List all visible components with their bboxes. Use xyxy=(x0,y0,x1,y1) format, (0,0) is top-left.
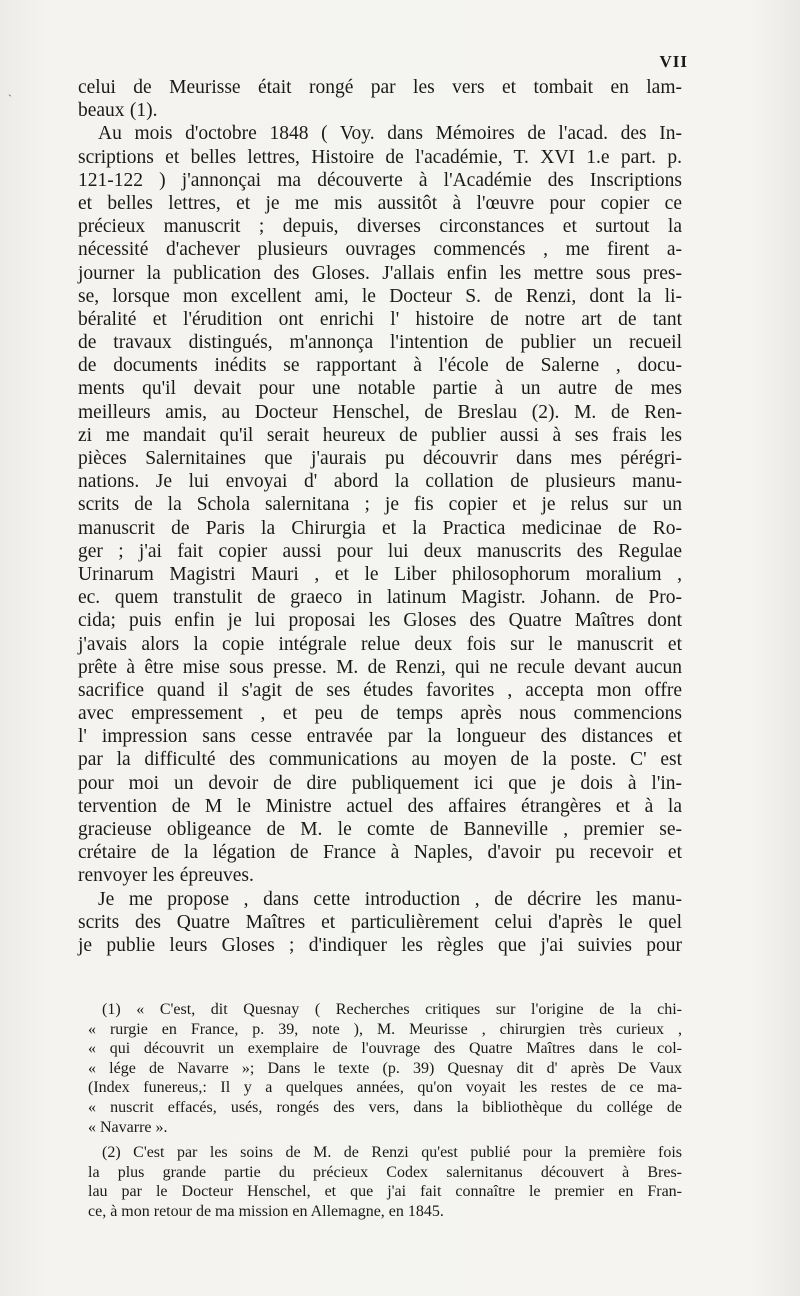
footnote-2 xyxy=(88,1143,682,1221)
text-line: béralité et l'érudition ont enrichi l' histoire de notre art de tant xyxy=(78,308,682,330)
text-line: scrits des Quatre Maîtres et particulièrement celui d'après le quel xyxy=(78,911,682,933)
footnote-line: « qui découvrit un exemplaire de l'ouvrage des Quatre Maîtres dans le col- xyxy=(88,1040,682,1058)
footnote-line: (2) C'est par les soins de M. de Renzi qu'est publié pour la première fois xyxy=(102,1144,682,1162)
text-line: prête à être mise sous presse. M. de Renzi, qui ne recule devant aucun xyxy=(78,656,682,678)
text-line: ec. quem transtulit de graeco in latinum Magistr. Johann. de Pro- xyxy=(78,587,682,609)
text-line: Au mois d'octobre 1848 ( Voy. dans Mémoires de l'acad. des In- xyxy=(98,123,682,145)
text-line: 121-122 ) j'annonçai ma découverte à l'Académie des Inscriptions xyxy=(78,169,682,191)
text-line: cida; puis enfin je lui proposai les Gloses des Quatre Maîtres dont xyxy=(78,610,682,632)
text-line: meilleurs amis, au Docteur Henschel, de Breslau (2). M. de Ren- xyxy=(78,401,682,423)
text-line: de documents inédits se rapportant à l'école de Salerne , docu- xyxy=(78,355,682,377)
footnote-line: la plus grande partie du précieux Codex salernitanus découvert à Bres- xyxy=(88,1163,682,1181)
text-line: journer la publication des Gloses. J'allais enfin les mettre sous pres- xyxy=(78,262,682,284)
text-line: précieux manuscrit ; depuis, diverses circonstances et surtout la xyxy=(78,216,682,238)
text-line: crétaire de la légation de France à Naples, d'avoir pu recevoir et xyxy=(78,842,682,864)
footnote-1 xyxy=(88,1000,682,1137)
text-line: et belles lettres, et je me mis aussitôt à l'œuvre pour copier ce xyxy=(78,192,682,214)
text-line: celui de Meurisse était rongé par les vers et tombait en lam- xyxy=(78,77,682,98)
footnote-line: lau par le Docteur Henschel, et que j'ai fait connaître le premier en Fran- xyxy=(88,1183,682,1201)
footnote-line: (1) « C'est, dit Quesnay ( Recherches critiques sur l'origine de la chi- xyxy=(102,1001,682,1018)
text-line: se, lorsque mon excellent ami, le Docteur S. de Renzi, dont la li- xyxy=(78,285,682,307)
text-line: Urinarum Magistri Mauri , et le Liber philosophorum moralium , xyxy=(78,563,682,585)
text-line: zi me mandait qu'il serait heureux de publier aussi à ses frais les xyxy=(78,424,682,446)
text-line: scrits de la Schola salernitana ; je fis copier et je relus sur un xyxy=(78,494,682,516)
text-line: pièces Salernitaines que j'aurais pu découvrir dans mes pérégri- xyxy=(78,448,682,469)
text-line: nécessité d'achever plusieurs ouvrages commencés , me firent a- xyxy=(78,239,682,261)
footnote-line: « nuscrit effacés, usés, rongés des vers, dans la bibliothèque du collége de xyxy=(88,1098,682,1116)
footnote-line: (Index funereus,: Il y a quelques années, qu'on voyait les restes de ce ma- xyxy=(88,1079,682,1097)
footnote-line: « lége de Navarre »; Dans le texte (p. 39) Quesnay dit d' après De Vaux xyxy=(88,1059,682,1077)
text-line: ger ; j'ai fait copier aussi pour lui deux manuscrits des Regulae xyxy=(78,540,682,562)
page-number: VII xyxy=(659,52,688,71)
text-line: manuscrit de Paris la Chirurgia et la Practica medicinae de Ro- xyxy=(78,517,682,539)
text-line: j'avais alors la copie intégrale relue deux fois sur le manuscrit et xyxy=(78,633,682,655)
margin-mark: ` xyxy=(8,92,12,106)
text-line: sacrifice quand il s'agit de ses études favorites , accepta mon offre xyxy=(78,679,682,701)
text-line: avec empressement , et peu de temps après nous commencions xyxy=(78,703,682,725)
text-line: scriptions et belles lettres, Histoire de l'académie, T. XVI 1.e part. p. xyxy=(78,146,682,168)
text-line: de travaux distingués, m'annonça l'intention de publier un recueil xyxy=(78,332,682,354)
text-line: nations. Je lui envoyai d' abord la collation de plusieurs manu- xyxy=(78,471,682,493)
text-line: ments qu'il devait pour une notable partie à un autre de mes xyxy=(78,378,682,400)
text-line: renvoyer les épreuves. xyxy=(78,865,254,887)
text-line: je publie leurs Gloses ; d'indiquer les règles que j'ai suivies pour xyxy=(78,934,682,956)
body-text xyxy=(78,76,682,957)
footnotes xyxy=(88,1000,682,1222)
footnote-line: « rurgie en France, p. 39, note ), M. Meurisse , chirurgien très curieux , xyxy=(88,1020,682,1038)
text-line: beaux (1). xyxy=(78,100,158,122)
text-line: pour moi un devoir de dire publiquement ici que je dois à l'in- xyxy=(78,772,682,794)
footnote-line: ce, à mon retour de ma mission en Allemagne, en 1845. xyxy=(88,1202,444,1220)
footnote-line: « Navarre ». xyxy=(88,1118,168,1136)
text-line: tervention de M le Ministre actuel des affaires étrangères et à la xyxy=(78,795,682,817)
text-line: gracieuse obligeance de M. le comte de Banneville , premier se- xyxy=(78,819,682,840)
text-line: par la difficulté des communications au moyen de la poste. C' est xyxy=(78,749,682,771)
text-line: Je me propose , dans cette introduction , de décrire les manu- xyxy=(98,888,682,910)
text-line: l' impression sans cesse entravée par la longueur des distances et xyxy=(78,726,682,748)
